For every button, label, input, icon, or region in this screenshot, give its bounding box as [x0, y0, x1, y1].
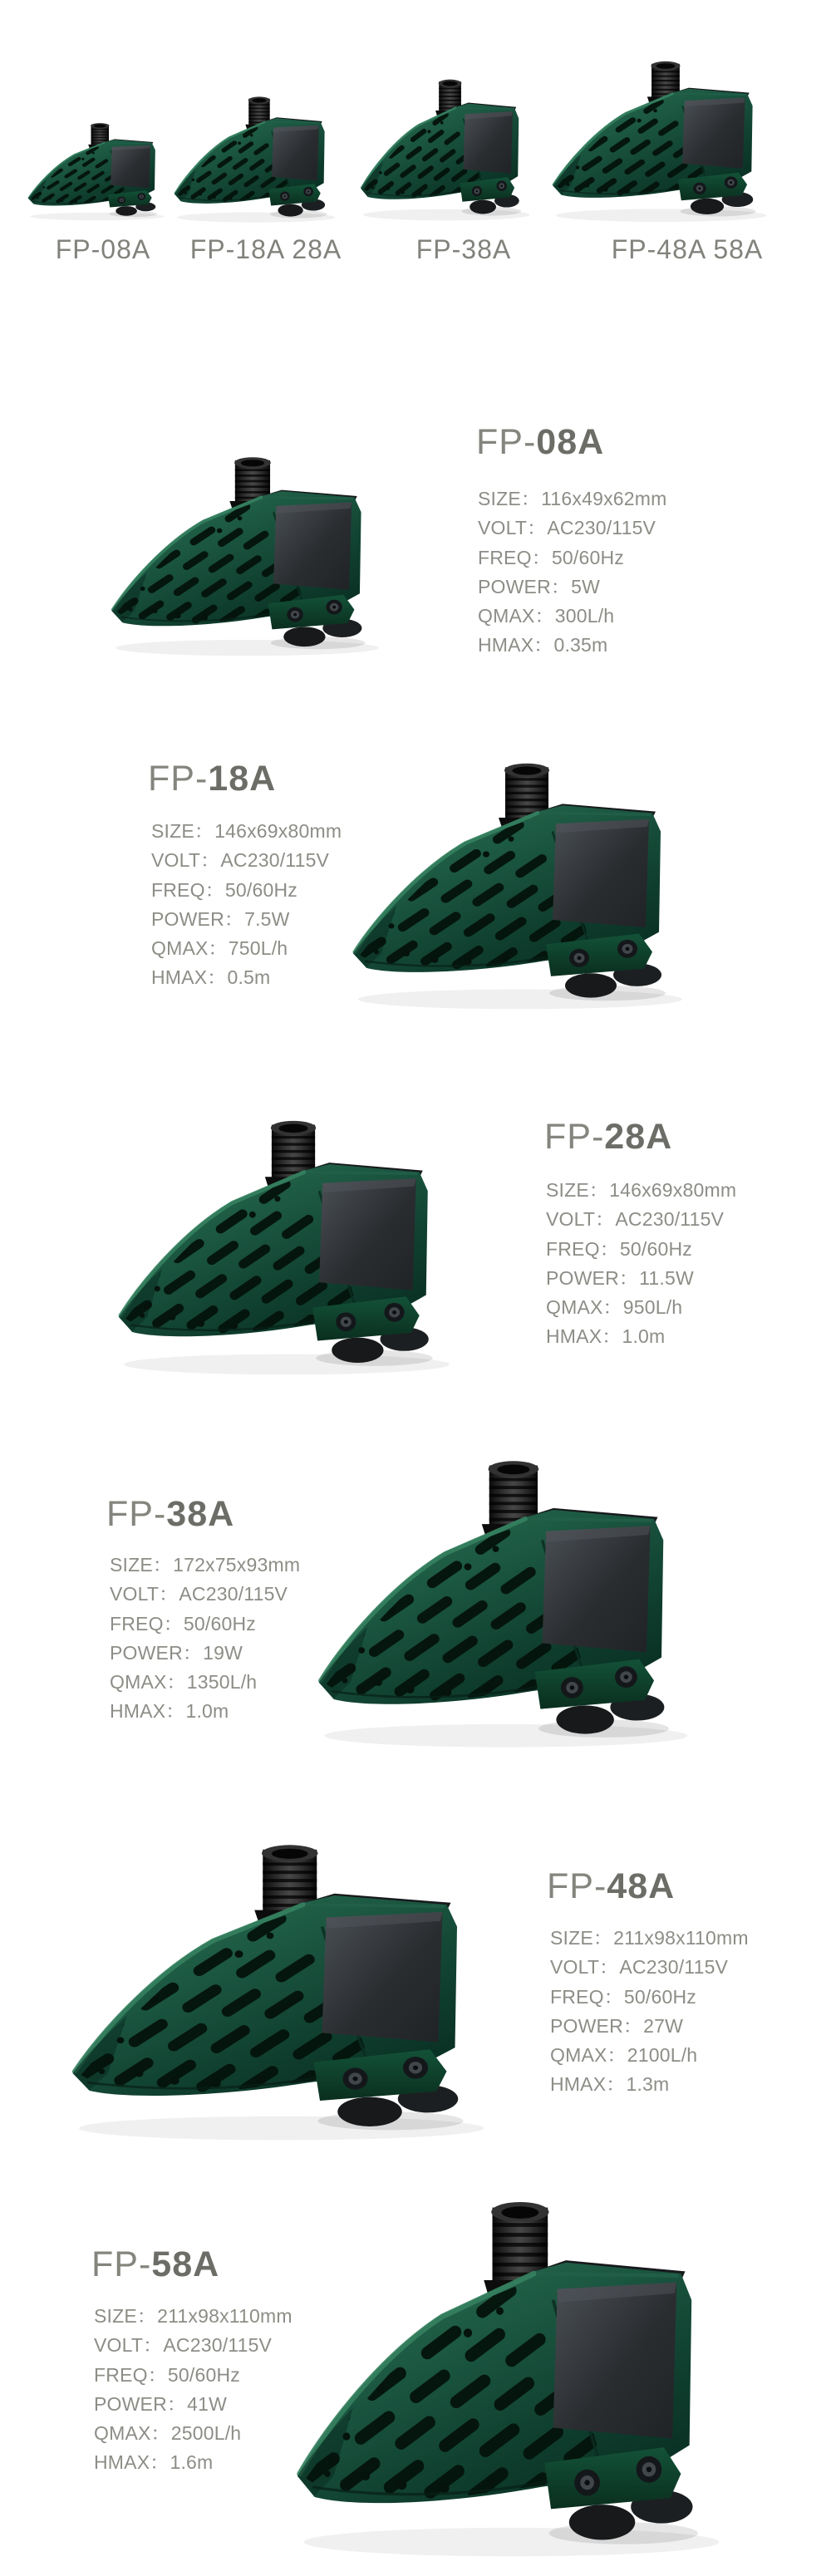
spec-label: FREQ	[478, 546, 532, 568]
spec-separator: ：	[200, 849, 220, 872]
spec-label: HMAX	[478, 634, 534, 656]
spec-value: 7.5W	[244, 907, 290, 930]
model-number: 18A	[208, 759, 277, 799]
model-prefix: FP-	[547, 1866, 607, 1906]
lineup-label-fp18a-28a: FP-18A 28A	[189, 234, 342, 264]
pump-photo-fp28a	[107, 1118, 475, 1379]
spec-separator: ：	[166, 1671, 186, 1694]
spec-row-freq	[94, 2363, 293, 2392]
spec-separator: ：	[595, 1208, 615, 1231]
spec-label: POWER	[110, 1641, 183, 1664]
spec-label: SIZE	[151, 820, 194, 842]
spec-value: 1350L/h	[186, 1671, 258, 1694]
spec-value: AC230/115V	[179, 1583, 288, 1605]
spec-separator: ：	[606, 2073, 626, 2096]
spec-value: 11.5W	[639, 1266, 694, 1289]
spec-label: QMAX	[94, 2422, 151, 2445]
spec-value: 211x98x110mm	[613, 1927, 749, 1949]
spec-row-size	[546, 1178, 736, 1207]
spec-label: FREQ	[151, 878, 205, 901]
spec-label: FREQ	[110, 1612, 164, 1635]
spec-separator: ：	[550, 575, 571, 597]
spec-separator: ：	[159, 1583, 179, 1605]
spec-separator: ：	[143, 2334, 163, 2357]
spec-value: 19W	[203, 1641, 243, 1664]
model-number: 08A	[536, 422, 605, 462]
spec-row-volt	[94, 2333, 293, 2362]
spec-label: FREQ	[546, 1237, 600, 1260]
spec-separator: ：	[165, 1700, 185, 1723]
spec-label: POWER	[550, 2014, 623, 2037]
spec-row-hmax	[546, 1325, 736, 1354]
spec-separator: ：	[599, 1956, 619, 1979]
spec-list-fp58a	[94, 2304, 293, 2480]
spec-separator: ：	[136, 2305, 157, 2327]
spec-label: SIZE	[546, 1179, 589, 1201]
model-prefix: FP-	[148, 759, 209, 799]
pump-photo-fp08a	[102, 455, 399, 659]
spec-row-power	[550, 2014, 749, 2043]
spec-separator: ：	[593, 1927, 613, 1949]
pump-photo-fp58a	[283, 2199, 751, 2562]
spec-label: HMAX	[94, 2451, 150, 2474]
spec-value: AC230/115V	[163, 2334, 273, 2357]
model-prefix: FP-	[106, 1494, 167, 1534]
spec-value: 41W	[187, 2392, 227, 2415]
spec-value: 2500L/h	[170, 2422, 242, 2445]
spec-value: 116x49x62mm	[541, 488, 667, 509]
spec-row-size	[110, 1553, 300, 1582]
model-number: 38A	[166, 1494, 235, 1534]
spec-label: SIZE	[110, 1554, 153, 1576]
spec-row-qmax	[110, 1670, 300, 1699]
spec-row-size	[94, 2304, 293, 2333]
spec-row-qmax	[478, 604, 666, 633]
spec-value: 50/60Hz	[619, 1237, 692, 1260]
spec-value: 27W	[643, 2014, 683, 2037]
spec-label: POWER	[478, 575, 551, 597]
spec-separator: ：	[163, 1612, 183, 1635]
spec-label: QMAX	[151, 937, 209, 960]
spec-value: 50/60Hz	[224, 878, 297, 901]
spec-row-volt	[151, 848, 342, 878]
pump-photo-fp18a-28a-small	[169, 96, 347, 224]
spec-separator: ：	[166, 2392, 187, 2415]
spec-separator: ：	[150, 2451, 170, 2474]
model-prefix: FP-	[476, 422, 537, 462]
spec-value: 5W	[571, 575, 600, 597]
spec-value: 50/60Hz	[623, 1985, 696, 2008]
spec-value: 0.5m	[227, 966, 271, 989]
spec-separator: ：	[534, 634, 553, 656]
spec-list-fp48a	[550, 1926, 749, 2102]
spec-label: SIZE	[550, 1927, 593, 1949]
spec-row-qmax	[151, 937, 342, 966]
spec-value: 50/60Hz	[167, 2363, 240, 2386]
spec-label: HMAX	[110, 1700, 166, 1723]
spec-row-freq	[546, 1237, 736, 1266]
pump-photo-fp48a	[58, 1842, 515, 2145]
pump-photo-fp38a-small	[355, 78, 543, 223]
spec-separator: ：	[531, 546, 551, 568]
spec-label: HMAX	[550, 2073, 607, 2096]
spec-row-size	[550, 1926, 749, 1955]
spec-separator: ：	[599, 1237, 619, 1260]
spec-value: 1.6m	[170, 2451, 214, 2474]
spec-separator: ：	[150, 2422, 170, 2445]
spec-label: VOLT	[478, 517, 528, 539]
model-number: 58A	[151, 2244, 220, 2284]
spec-separator: ：	[208, 937, 228, 960]
lineup-label-fp08a: FP-08A	[55, 234, 151, 264]
spec-list-fp38a	[110, 1553, 300, 1729]
model-number: 28A	[604, 1117, 673, 1157]
spec-row-hmax	[110, 1699, 300, 1728]
product-title-fp38a	[106, 1494, 234, 1535]
spec-row-power	[478, 575, 666, 604]
spec-label: QMAX	[478, 605, 535, 627]
spec-value: 950L/h	[622, 1296, 683, 1319]
spec-row-hmax	[151, 966, 342, 995]
spec-value: AC230/115V	[220, 849, 330, 872]
spec-list-fp28a	[546, 1178, 736, 1354]
product-title-fp28a	[544, 1117, 672, 1158]
spec-label: FREQ	[550, 1985, 604, 2008]
spec-row-volt	[110, 1582, 300, 1611]
spec-separator: ：	[607, 2044, 627, 2067]
spec-separator: ：	[207, 966, 227, 989]
spec-separator: ：	[224, 907, 244, 930]
spec-separator: ：	[602, 1296, 622, 1319]
spec-separator: ：	[194, 820, 214, 842]
spec-row-freq	[110, 1612, 300, 1641]
spec-row-qmax	[550, 2043, 749, 2072]
spec-row-freq	[478, 546, 666, 575]
spec-row-volt	[546, 1207, 736, 1236]
spec-row-freq	[151, 878, 342, 907]
lineup-label-fp38a: FP-38A	[416, 234, 512, 264]
spec-label: SIZE	[478, 488, 521, 509]
spec-label: HMAX	[546, 1325, 602, 1348]
lineup-label-fp48a-58a: FP-48A 58A	[611, 234, 764, 264]
spec-row-volt	[550, 1955, 749, 1984]
spec-row-qmax	[94, 2421, 293, 2451]
pump-photo-fp18a	[342, 761, 707, 1013]
spec-value: AC230/115V	[615, 1208, 725, 1231]
spec-value: 211x98x110mm	[157, 2305, 293, 2327]
spec-row-hmax	[94, 2451, 293, 2480]
spec-row-power	[546, 1266, 736, 1295]
spec-value: 50/60Hz	[183, 1612, 256, 1635]
product-title-fp48a	[547, 1866, 675, 1907]
spec-label: VOLT	[151, 849, 201, 872]
spec-separator: ：	[622, 2014, 643, 2037]
spec-label: VOLT	[94, 2334, 144, 2357]
model-number: 48A	[607, 1866, 676, 1906]
spec-value: 172x75x93mm	[173, 1554, 301, 1576]
spec-value: 50/60Hz	[551, 546, 624, 568]
spec-label: POWER	[94, 2392, 167, 2415]
spec-separator: ：	[152, 1554, 173, 1576]
spec-value: AC230/115V	[619, 1956, 729, 1979]
spec-row-hmax	[550, 2072, 749, 2102]
spec-separator: ：	[527, 517, 547, 539]
spec-label: VOLT	[550, 1956, 600, 1979]
pump-photo-fp48a-58a-small	[545, 60, 783, 224]
spec-label: VOLT	[546, 1208, 596, 1231]
spec-separator: ：	[147, 2363, 167, 2386]
spec-value: 1.3m	[626, 2073, 670, 2096]
spec-label: QMAX	[110, 1671, 167, 1694]
spec-row-size	[151, 819, 342, 848]
product-title-fp18a	[148, 759, 276, 799]
product-title-fp08a	[476, 422, 604, 463]
spec-list-fp08a	[478, 487, 666, 663]
spec-label: SIZE	[94, 2305, 137, 2327]
spec-separator: ：	[182, 1641, 203, 1664]
spec-value: 1.0m	[622, 1325, 666, 1348]
spec-value: AC230/115V	[547, 517, 656, 539]
spec-value: 300L/h	[554, 605, 615, 627]
spec-label: QMAX	[550, 2044, 607, 2067]
spec-label: VOLT	[110, 1583, 160, 1605]
model-prefix: FP-	[91, 2244, 152, 2284]
model-prefix: FP-	[544, 1117, 605, 1157]
spec-value: 750L/h	[228, 937, 288, 960]
spec-separator: ：	[520, 488, 541, 509]
spec-value: 1.0m	[185, 1700, 229, 1723]
spec-row-volt	[478, 516, 666, 545]
spec-row-freq	[550, 1985, 749, 2014]
spec-row-power	[94, 2392, 293, 2421]
product-title-fp58a	[91, 2244, 219, 2285]
pump-photo-fp08a-small	[23, 122, 175, 222]
spec-row-size	[478, 487, 666, 516]
spec-value: 146x69x80mm	[214, 820, 342, 842]
spec-label: HMAX	[151, 966, 208, 989]
spec-label: POWER	[546, 1266, 619, 1289]
spec-row-hmax	[478, 633, 666, 662]
spec-separator: ：	[618, 1266, 639, 1289]
spec-label: QMAX	[546, 1296, 603, 1319]
spec-row-qmax	[546, 1295, 736, 1325]
spec-separator: ：	[602, 1325, 622, 1348]
spec-value: 2100L/h	[627, 2044, 698, 2067]
spec-value: 146x69x80mm	[609, 1179, 737, 1201]
spec-separator: ：	[534, 605, 554, 627]
spec-list-fp18a	[151, 819, 342, 995]
pump-photo-fp38a	[306, 1458, 715, 1752]
spec-row-power	[110, 1641, 300, 1670]
spec-row-power	[151, 907, 342, 937]
spec-label: FREQ	[94, 2363, 148, 2386]
spec-separator: ：	[603, 1985, 623, 2008]
spec-label: POWER	[151, 907, 224, 930]
spec-separator: ：	[588, 1179, 609, 1201]
spec-value: 0.35m	[553, 634, 608, 656]
spec-separator: ：	[204, 878, 224, 901]
